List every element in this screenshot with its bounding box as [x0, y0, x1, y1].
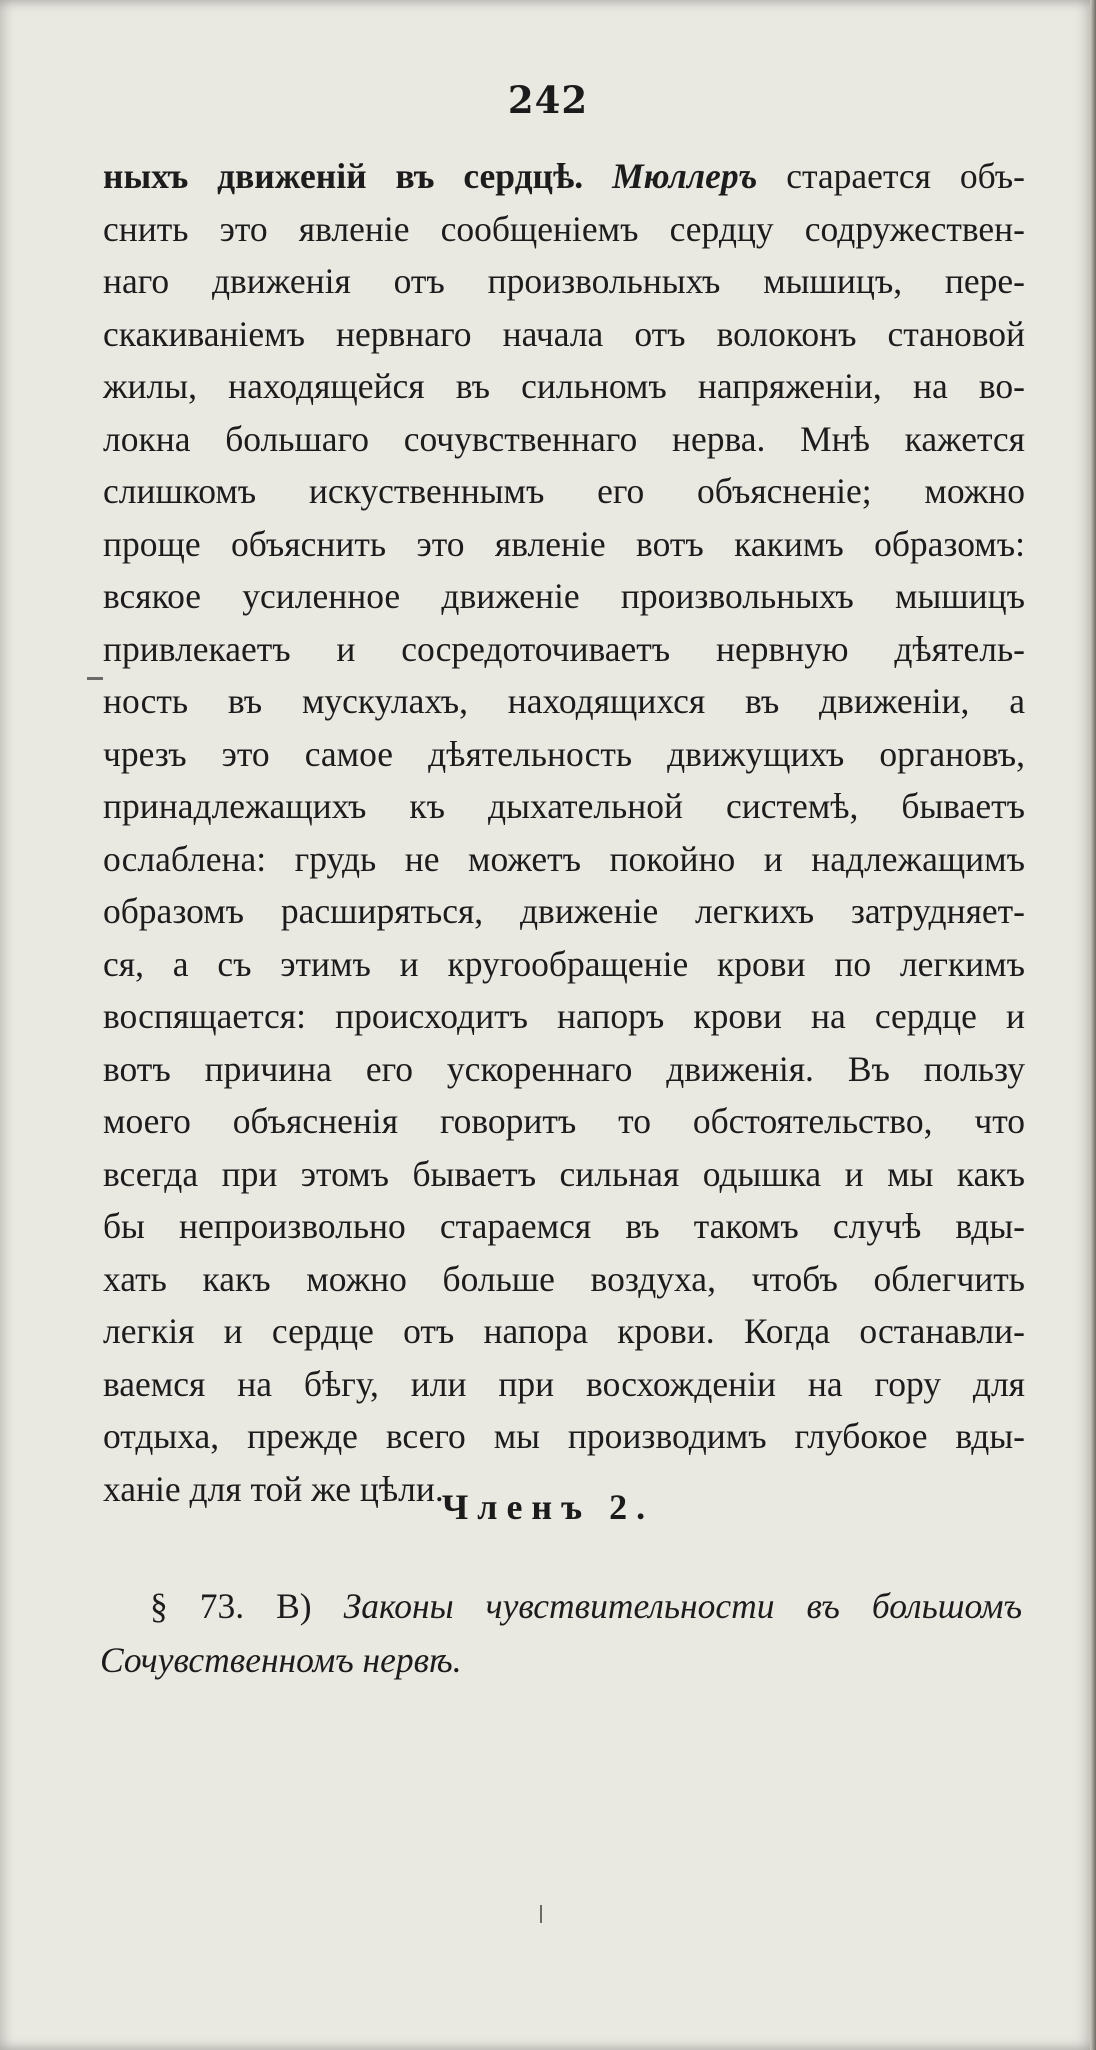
text-run: жилы, находящейся въ сильномъ напряженiи, на во- [103, 366, 1025, 406]
print-speck [540, 1905, 542, 1923]
section-title: Членъ 2. [441, 1487, 655, 1527]
text-line [103, 833, 1025, 886]
text-line [103, 675, 1025, 728]
text-run: бы непроизвольно стараемся въ такомъ случѣ вды- [103, 1206, 1025, 1246]
text-line [103, 1358, 1025, 1411]
page-edge-shadow [1090, 0, 1096, 2050]
text-run: воспящается: происходитъ напоръ крови на сердце и [103, 996, 1025, 1036]
text-line [103, 465, 1025, 518]
text-run: Мюллеръ [612, 156, 758, 196]
text-run: легкiя и сердце отъ напора крови. Когда останавли- [103, 1311, 1025, 1351]
paragraph-heading-line-1 [150, 1585, 1022, 1627]
text-run: всегда при этомъ бываетъ сильная одышка и мы какъ [103, 1153, 1025, 1194]
text-line [103, 413, 1025, 466]
paragraph-heading-text: Законы чувствительности въ большомъ [343, 1586, 1023, 1626]
text-run: привлекаетъ и сосредоточиваетъ нервную дѣятель- [103, 628, 1025, 669]
text-line [103, 255, 1025, 308]
text-run: ныхъ движенiй въ сердцѣ. [103, 156, 613, 196]
text-line [103, 1095, 1025, 1148]
text-run: всякое усиленное движенiе произвольныхъ мышицъ [103, 576, 1025, 616]
text-run: снить это явленiе сообщенiемъ сердцу содружествен- [103, 208, 1025, 249]
text-line [103, 728, 1025, 781]
text-line [103, 990, 1025, 1043]
text-run: принадлежащихъ къ дыхательной системѣ, бываетъ [103, 786, 1025, 826]
text-run: ся, а съ этимъ и кругообращенiе крови по легкимъ [103, 943, 1025, 984]
text-line [103, 150, 1025, 203]
paragraph-number: § 73. В) [150, 1586, 312, 1626]
text-run: скакиванiемъ нервнаго начала отъ волоконъ становой [103, 313, 1025, 354]
body-text [103, 150, 1025, 1515]
text-line [103, 1410, 1025, 1463]
text-line [103, 1043, 1025, 1096]
text-line [103, 1253, 1025, 1306]
text-run: хать какъ можно больше воздуха, чтобъ облегчить [103, 1258, 1025, 1299]
text-run: вотъ причина его ускореннаго движенiя. Въ пользу [103, 1048, 1025, 1089]
text-line [103, 780, 1025, 833]
text-line [103, 308, 1025, 361]
text-run: ность въ мускулахъ, находящихся въ движенiи, а [103, 681, 1025, 721]
text-line [103, 203, 1025, 256]
text-line [103, 938, 1025, 991]
page-number: 242 [507, 78, 589, 122]
text-run: слишкомъ искуственнымъ его объясненiе; можно [103, 471, 1025, 511]
paragraph-heading-line-2: Сочувственномъ нервѣ. [100, 1640, 462, 1680]
text-line [103, 885, 1025, 938]
text-run: образомъ расширяться, движенiе легкихъ затрудняет- [103, 891, 1025, 931]
text-line [103, 518, 1025, 571]
text-line [103, 1305, 1025, 1358]
text-line [103, 623, 1025, 676]
text-run: локна большаго сочувственнаго нерва. Мнѣ кажется [103, 418, 1025, 459]
text-run: старается объ- [757, 156, 1025, 196]
text-run: наго движенiя отъ произвольныхъ мышицъ, пере- [103, 261, 1025, 301]
text-line [103, 1200, 1025, 1253]
text-line [103, 1148, 1025, 1201]
text-run: ослаблена: грудь не можетъ покойно и надлежащимъ [103, 838, 1025, 879]
text-line [103, 570, 1025, 623]
print-speck [87, 677, 103, 680]
text-run: ханiе для той же цѣли. [103, 1468, 444, 1509]
text-run: проще объяснить это явленiе вотъ какимъ образомъ: [103, 523, 1025, 564]
text-run: чрезъ это самое дѣятельность движущихъ органовъ, [103, 733, 1025, 774]
text-run: моего объясненiя говоритъ то обстоятельство, что [103, 1101, 1025, 1141]
text-run: отдыха, прежде всего мы производимъ глубокое вды- [103, 1416, 1025, 1456]
text-run: ваемся на бѣгу, или при восхожденiи на гору для [103, 1363, 1025, 1404]
text-line [103, 360, 1025, 413]
